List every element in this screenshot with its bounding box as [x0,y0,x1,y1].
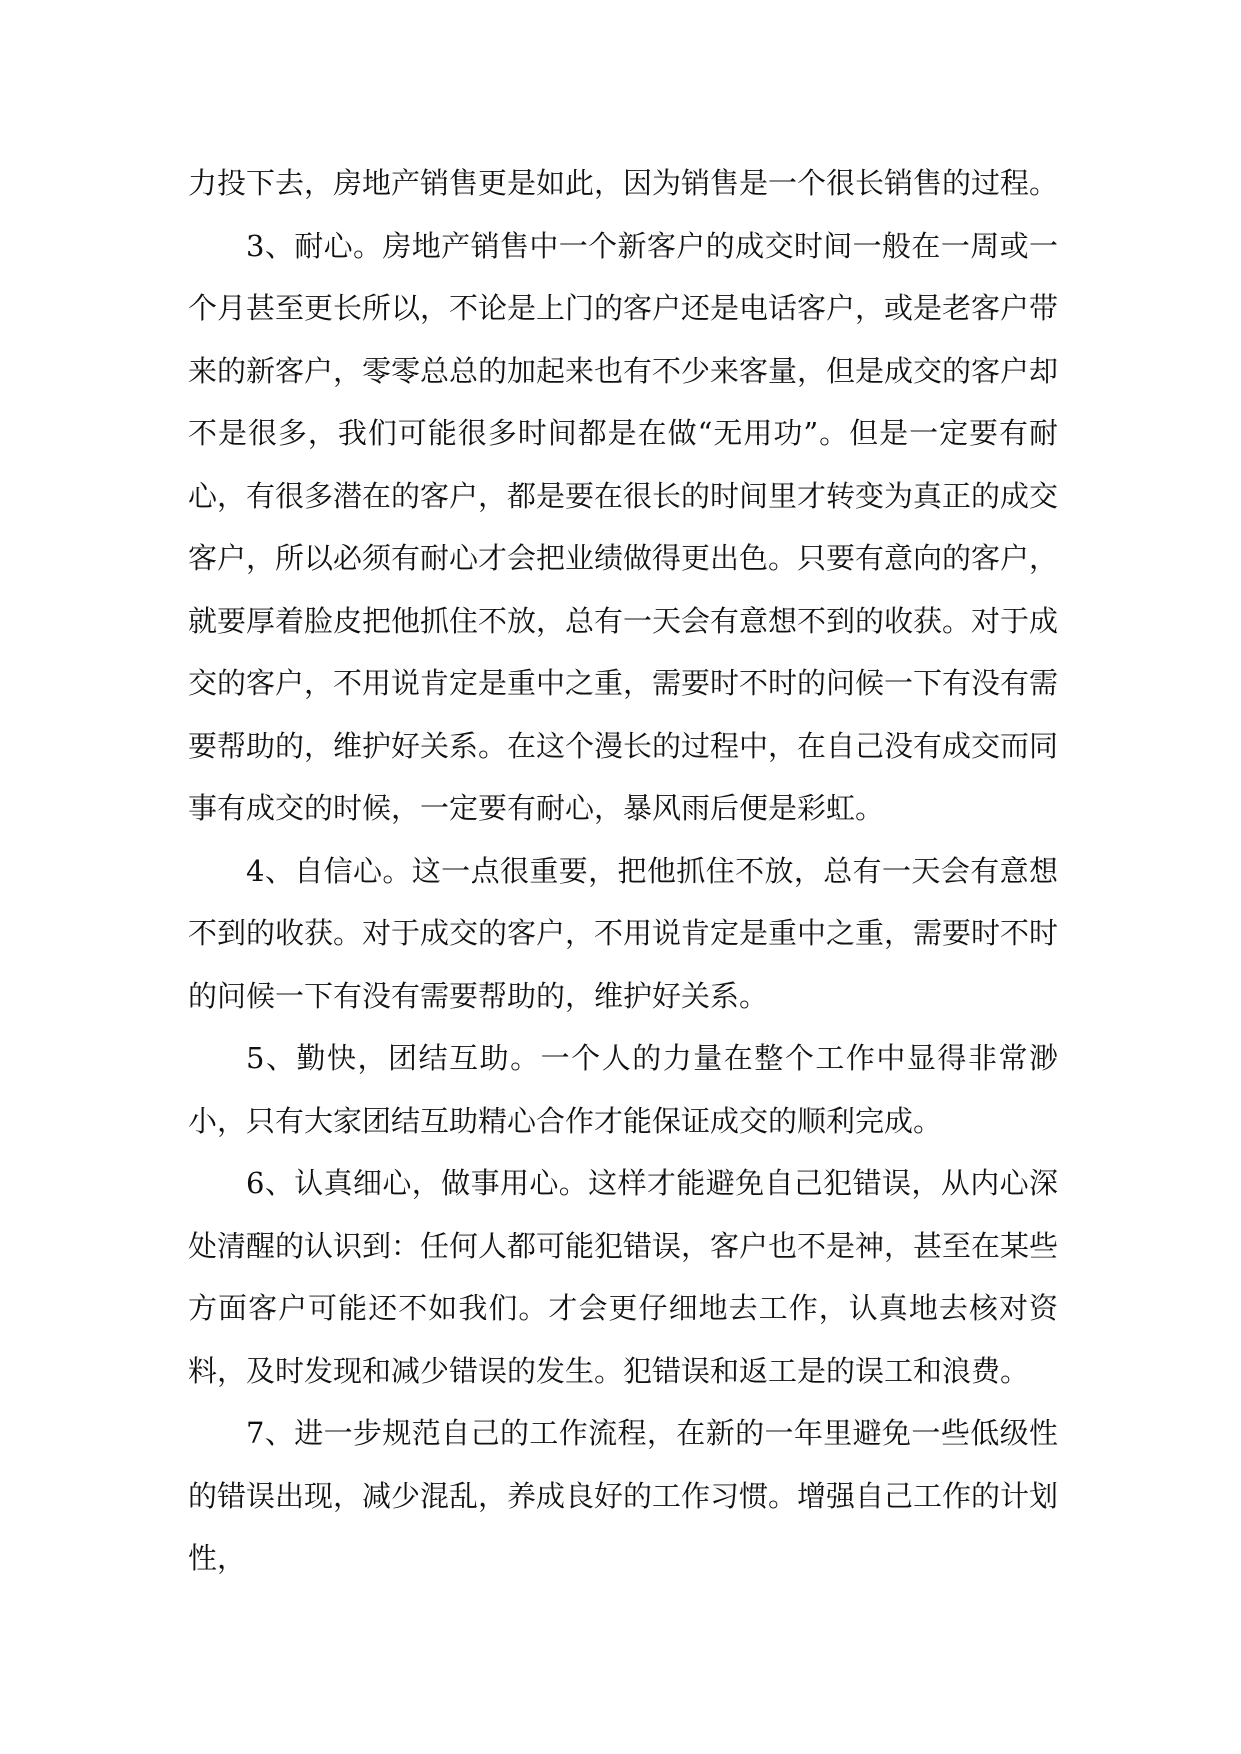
paragraph-continuation: 力投下去，房地产销售更是如此，因为销售是一个很长销售的过程。 [188,166,1059,200]
paragraph-workflow: 7、进一步规范自己的工作流程，在新的一年里避免一些低级性的错误出现，减少混乱，养成良好的工作习惯。增强自己工作的计划性， [188,1416,1059,1575]
paragraph-confidence: 4、自信心。这一点很重要，把他抓住不放，总有一天会有意想不到的收获。对于成交的客户，不用说肯定是重中之重，需要时不时的问候一下有没有需要帮助的，维护好关系。 [188,853,1059,1013]
paragraph-diligence: 5、勤快，团结互助。一个人的力量在整个工作中显得非常渺小，只有大家团结互助精心合作才能保证成交的顺利完成。 [188,1041,1058,1138]
paragraph-patience: 3、耐心。房地产销售中一个新客户的成交时间一般在一周或一个月甚至更长所以，不论是上门的客户还是电话客户，或是老客户带来的新客户，零零总总的加起来也有不少来客量，但是成交的客户却不是很多，我们可能很多时间都是在做“无用功”。但是一定要有耐心，有很多潜在的客户，都是要在很长的时间里才转变为真正的成交客户，所以必须有耐心才会把业绩做得更出色。只要有意向的客户，就要厚着脸皮把他抓住不放，总有一天会有意想不到的收获。对于成交的客户，不用说肯定是重中之重，需要时不时的问候一下有没有需要帮助的，维护好关系。在这个漫长的过程中，在自己没有成交而同事有成交的时候，一定要有耐心，暴风雨后便是彩虹。 [188,228,1059,825]
document-body [188,152,1058,1590]
paragraph-carefulness: 6、认真细心，做事用心。这样才能避免自己犯错误，从内心深处清醒的认识到：任何人都可能犯错误，客户也不是神，甚至在某些方面客户可能还不如我们。才会更仔细地去工作，认真地去核对资料，及时发现和减少错误的发生。犯错误和返工是的误工和浪费。 [188,1166,1059,1388]
